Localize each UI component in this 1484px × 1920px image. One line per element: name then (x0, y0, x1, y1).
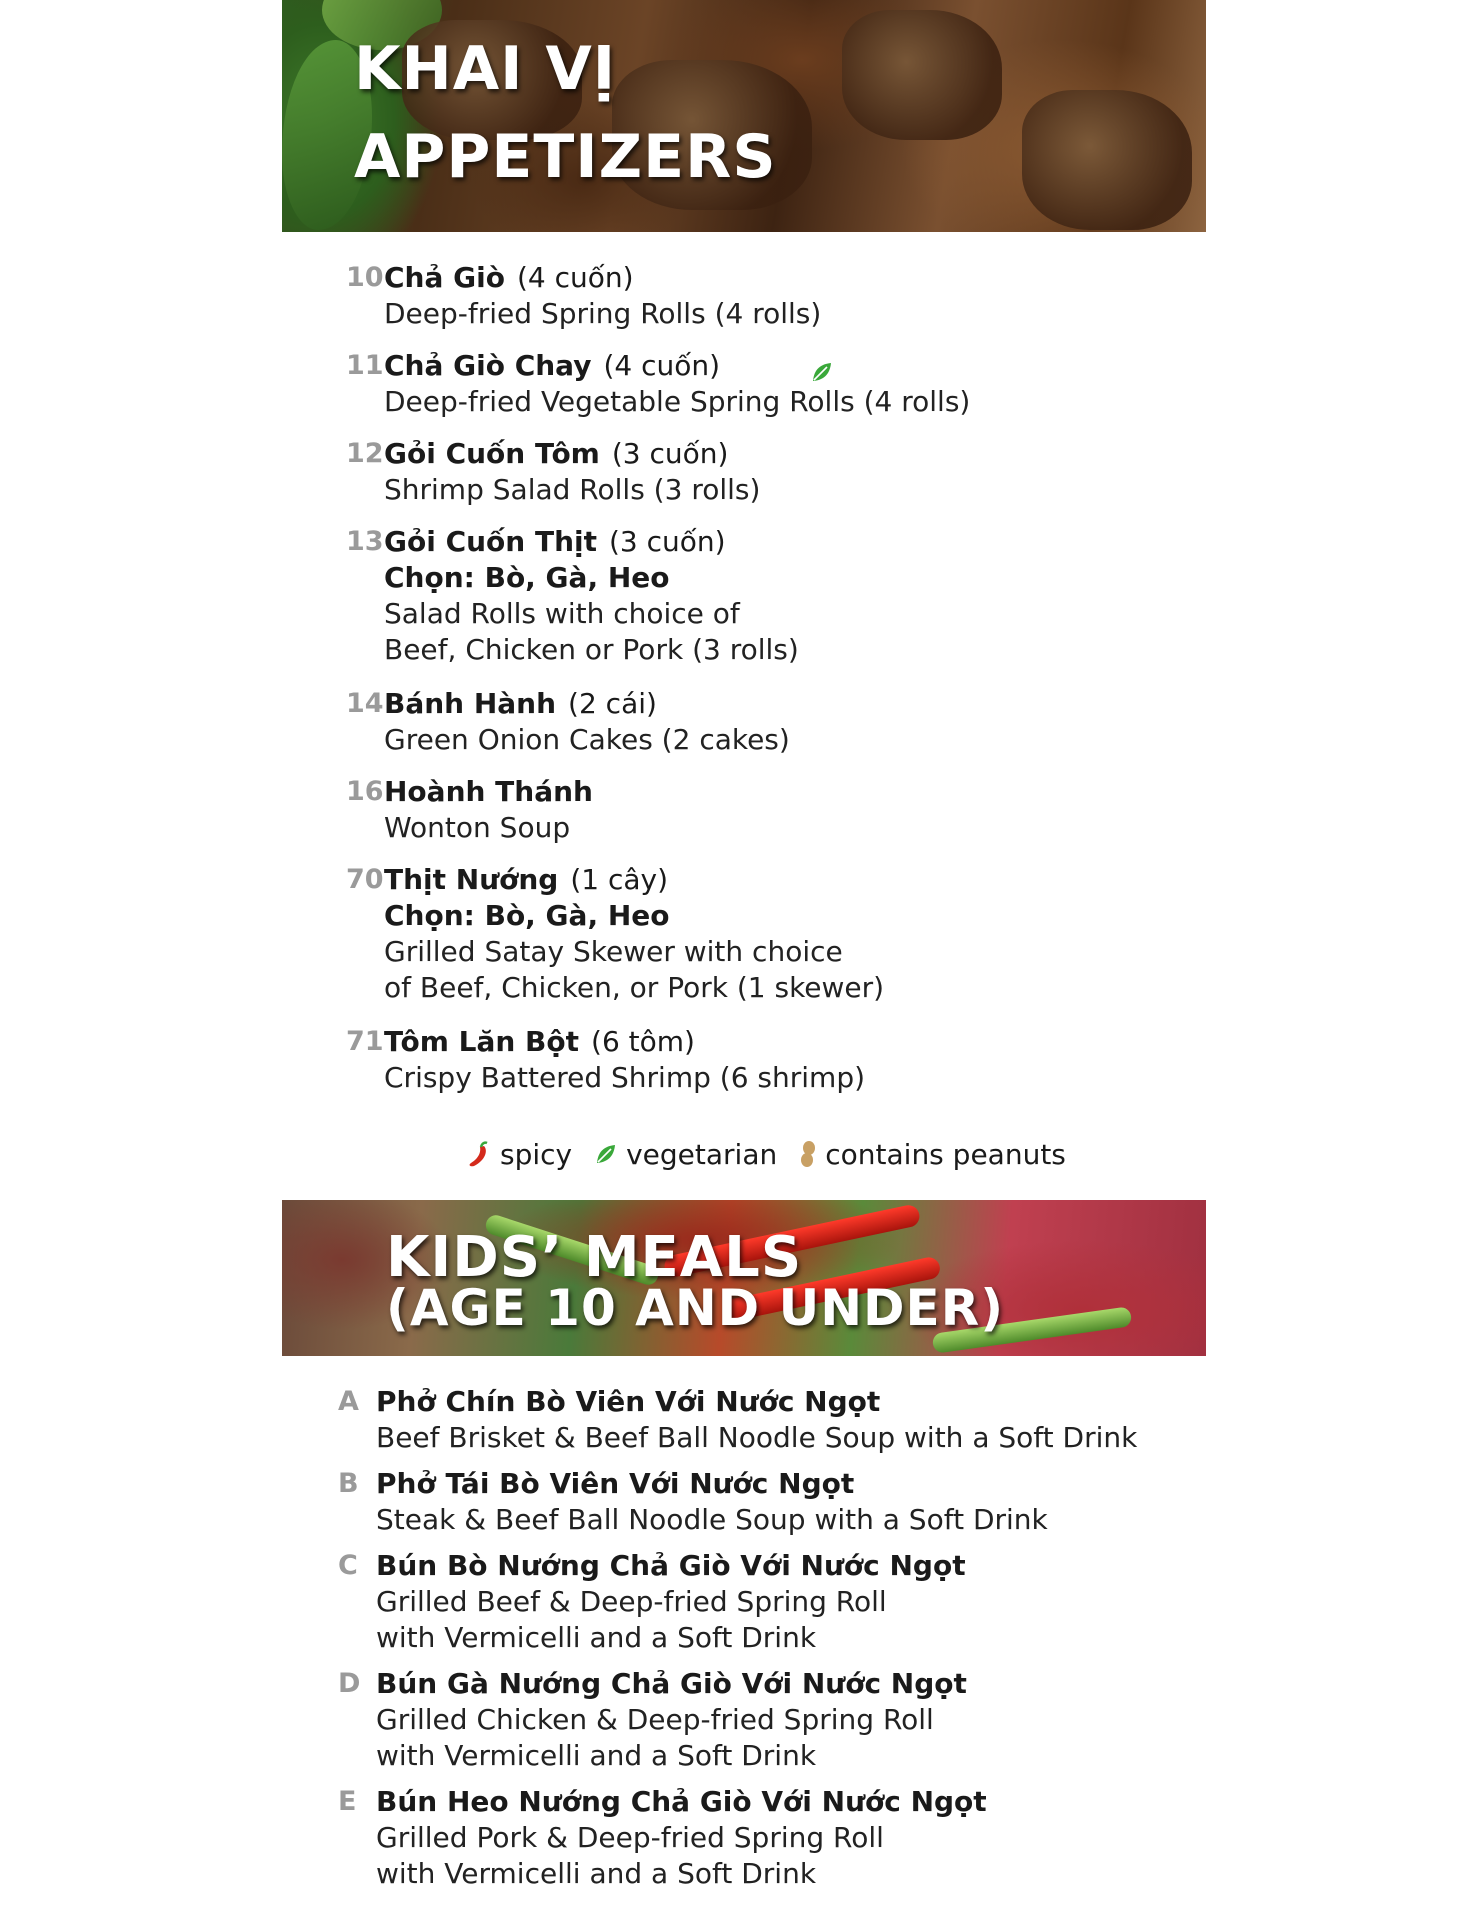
vegetarian-leaf-icon (810, 360, 834, 388)
item-quantity: (3 cuốn) (608, 525, 726, 558)
item-number: 10 (346, 262, 384, 293)
section-title-vi: KHAI VỊ (354, 34, 617, 104)
grilled-meat-image (842, 10, 1002, 140)
menu-item (346, 524, 1166, 668)
item-name: Bún Heo Nướng Chả Giò Với Nước Ngọt (376, 1785, 987, 1818)
item-description: Grilled Chicken & Deep-fried Spring Roll (376, 1703, 934, 1736)
item-choice: Chọn: Bò, Gà, Heo (384, 899, 670, 932)
item-description-cont: of Beef, Chicken, or Pork (1 skewer) (384, 971, 885, 1004)
item-name: Gỏi Cuốn Tôm (384, 437, 600, 470)
kids-menu-item (338, 1384, 1198, 1456)
item-number: 12 (346, 438, 384, 469)
item-number: 13 (346, 526, 384, 557)
item-name: Gỏi Cuốn Thịt (384, 525, 597, 558)
item-name: Bún Bò Nướng Chả Giò Với Nước Ngọt (376, 1549, 966, 1582)
item-name: Phở Tái Bò Viên Với Nước Ngọt (376, 1467, 855, 1500)
legend-vegetarian (594, 1138, 777, 1171)
item-description: Steak & Beef Ball Noodle Soup with a Soft Drink (376, 1503, 1048, 1536)
item-number: 11 (346, 350, 384, 381)
item-letter: E (338, 1786, 357, 1817)
item-description-cont: with Vermicelli and a Soft Drink (376, 1739, 817, 1772)
item-name: Hoành Thánh (384, 775, 593, 808)
item-name: Phở Chín Bò Viên Với Nước Ngọt (376, 1385, 881, 1418)
item-description: Deep-fried Vegetable Spring Rolls (4 rolls) (384, 385, 971, 418)
item-quantity: (6 tôm) (591, 1025, 695, 1058)
item-description: Grilled Beef & Deep-fried Spring Roll (376, 1585, 887, 1618)
item-description: Deep-fried Spring Rolls (4 rolls) (384, 297, 822, 330)
item-description: Grilled Satay Skewer with choice (384, 935, 843, 968)
kids-meals-banner (282, 1200, 1206, 1356)
item-description: Green Onion Cakes (2 cakes) (384, 723, 790, 756)
item-description: Wonton Soup (384, 811, 571, 844)
menu-item (346, 260, 1166, 332)
item-name: Thịt Nướng (384, 863, 559, 896)
item-choice: Chọn: Bò, Gà, Heo (384, 561, 670, 594)
item-number: 16 (346, 776, 384, 807)
grilled-meat-image (1022, 90, 1192, 230)
section-subtitle: (AGE 10 AND UNDER) (386, 1279, 1005, 1337)
item-name: Bánh Hành (384, 687, 557, 720)
item-letter: C (338, 1550, 358, 1581)
item-description-cont: Beef, Chicken or Pork (3 rolls) (384, 633, 799, 666)
kids-menu-item (338, 1548, 1198, 1656)
item-letter: D (338, 1668, 361, 1699)
section-title-en: APPETIZERS (354, 122, 777, 192)
chili-pepper-icon (466, 1140, 492, 1168)
menu-item (346, 436, 1166, 508)
item-name: Tôm Lăn Bột (384, 1025, 580, 1058)
item-name: Chả Giò Chay (384, 349, 592, 382)
item-quantity: (3 cuốn) (611, 437, 729, 470)
item-letter: A (338, 1386, 359, 1417)
kids-menu-item (338, 1466, 1198, 1538)
legend-spicy (466, 1138, 572, 1171)
item-description: Crispy Battered Shrimp (6 shrimp) (384, 1061, 866, 1094)
item-number: 70 (346, 864, 384, 895)
item-quantity: (2 cái) (568, 687, 657, 720)
item-quantity: (4 cuốn) (516, 261, 634, 294)
menu-item (346, 348, 1166, 420)
item-letter: B (338, 1468, 359, 1499)
icon-legend (466, 1134, 1088, 1174)
item-description: Beef Brisket & Beef Ball Noodle Soup with a Soft Drink (376, 1421, 1138, 1454)
vegetarian-leaf-icon (594, 1142, 618, 1166)
item-description: Salad Rolls with choice of (384, 597, 740, 630)
legend-peanuts (799, 1138, 1066, 1171)
item-description: Grilled Pork & Deep-fried Spring Roll (376, 1821, 884, 1854)
menu-item (346, 686, 1166, 758)
peanut-icon (799, 1140, 817, 1168)
menu-item (346, 862, 1166, 1006)
appetizers-banner (282, 0, 1206, 232)
item-description: Shrimp Salad Rolls (3 rolls) (384, 473, 761, 506)
menu-item (346, 1024, 1166, 1096)
item-number: 14 (346, 688, 384, 719)
menu-item (346, 774, 1166, 846)
item-number: 71 (346, 1026, 384, 1057)
item-quantity: (1 cây) (570, 863, 669, 896)
item-quantity: (4 cuốn) (603, 349, 721, 382)
item-description-cont: with Vermicelli and a Soft Drink (376, 1621, 817, 1654)
legend-vegetarian-label: vegetarian (626, 1137, 778, 1171)
item-description-cont: with Vermicelli and a Soft Drink (376, 1857, 817, 1890)
item-name: Chả Giò (384, 261, 505, 294)
legend-peanuts-label: contains peanuts (825, 1137, 1066, 1171)
item-name: Bún Gà Nướng Chả Giò Với Nước Ngọt (376, 1667, 967, 1700)
section-title: KIDS’ MEALS (386, 1225, 803, 1290)
kids-menu-item (338, 1666, 1198, 1774)
legend-spicy-label: spicy (500, 1137, 573, 1171)
kids-menu-item (338, 1784, 1198, 1892)
